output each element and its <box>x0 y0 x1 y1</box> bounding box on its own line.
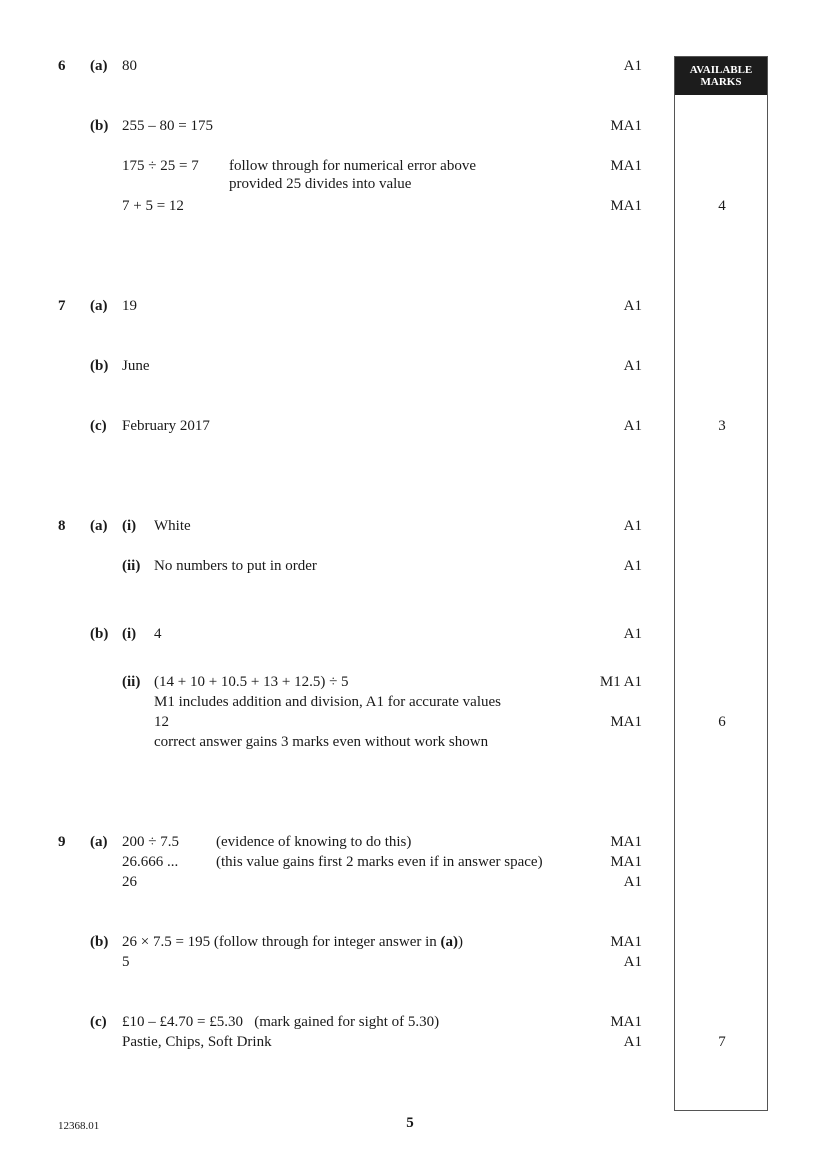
q9-c-line1: £10 – £4.70 = £5.30 (mark gained for sight of 5.30) <box>122 1014 440 1030</box>
q9-part-b-label: (b) <box>90 934 109 950</box>
q9-a-line2: 26.666 ... <box>122 854 179 870</box>
q9-c-line2: Pastie, Chips, Soft Drink <box>122 1034 272 1050</box>
q8-a-ii-mark: A1 <box>623 558 642 574</box>
available-marks-header <box>675 57 767 95</box>
q9-c-mark2: A1 <box>623 1034 642 1050</box>
q8-a-i-answer: White <box>154 518 191 534</box>
q6-b-mark2: MA1 <box>610 158 642 174</box>
q9-b-mark1: MA1 <box>610 934 642 950</box>
question-number-6: 6 <box>58 58 66 74</box>
q9-a-line3: 26 <box>122 874 137 890</box>
q8-b-ii-line2: M1 includes addition and division, A1 for accurate values <box>154 694 501 710</box>
q8-a-i-mark: A1 <box>623 518 642 534</box>
q6-b-line1: 255 – 80 = 175 <box>122 118 213 134</box>
q8-b-ii-line3: 12 <box>154 714 169 730</box>
q6-b-note2b: provided 25 divides into value <box>229 176 412 192</box>
page-number: 5 <box>406 1115 414 1131</box>
q6-b-line2: 175 ÷ 25 = 7 <box>122 158 199 174</box>
q7-b-answer: June <box>122 358 150 374</box>
q7-c-answer: February 2017 <box>122 418 210 434</box>
q8-part-a-label: (a) <box>90 518 108 534</box>
q8-b-ii-label: (ii) <box>122 674 141 690</box>
q8-b-i-mark: A1 <box>623 626 642 642</box>
q9-a-mark1: MA1 <box>610 834 642 850</box>
q6-total-marks: 4 <box>718 198 726 214</box>
q6-b-mark3: MA1 <box>610 198 642 214</box>
q7-part-a-label: (a) <box>90 298 108 314</box>
q7-part-b-label: (b) <box>90 358 109 374</box>
q7-part-c-label: (c) <box>90 418 107 434</box>
q6-a-answer: 80 <box>122 58 137 74</box>
q6-a-mark: A1 <box>623 58 642 74</box>
q8-b-i-label: (i) <box>122 626 137 642</box>
question-number-9: 9 <box>58 834 66 850</box>
q9-b-mark2: A1 <box>623 954 642 970</box>
question-number-8: 8 <box>58 518 66 534</box>
q9-b-line2: 5 <box>122 954 130 970</box>
q9-part-a-label: (a) <box>90 834 108 850</box>
q8-b-ii-line1: (14 + 10 + 10.5 + 13 + 12.5) ÷ 5 <box>154 674 349 690</box>
question-number-7: 7 <box>58 298 66 314</box>
q8-a-ii-label: (ii) <box>122 558 141 574</box>
q7-b-mark: A1 <box>623 358 642 374</box>
q8-b-ii-mark1: M1 A1 <box>599 674 642 690</box>
q8-a-ii-answer: No numbers to put in order <box>154 558 317 574</box>
q8-b-i-answer: 4 <box>154 626 162 642</box>
q9-a-mark2: MA1 <box>610 854 642 870</box>
q9-c-mark1: MA1 <box>610 1014 642 1030</box>
q9-b-line1 <box>122 933 463 951</box>
q8-b-ii-mark3: MA1 <box>610 714 642 730</box>
q7-a-mark: A1 <box>623 298 642 314</box>
q9-a-note1: (evidence of knowing to do this) <box>216 834 412 850</box>
q7-total-marks: 3 <box>718 418 726 434</box>
q8-part-b-label: (b) <box>90 626 109 642</box>
q9-a-note2: (this value gains first 2 marks even if in answer space) <box>216 854 543 870</box>
q6-part-a-label: (a) <box>90 58 108 74</box>
q9-b-line1-ref: (a) <box>440 934 459 950</box>
q6-b-line3: 7 + 5 = 12 <box>122 198 184 214</box>
q9-total-marks: 7 <box>718 1034 726 1050</box>
q6-part-b-label: (b) <box>90 118 109 134</box>
available-marks-label: AVAILABLE MARKS <box>689 64 753 88</box>
q9-b-line1-close: ) <box>458 934 464 950</box>
q7-c-mark: A1 <box>623 418 642 434</box>
q6-b-note2a: follow through for numerical error above <box>229 158 476 174</box>
q8-a-i-label: (i) <box>122 518 137 534</box>
q8-total-marks: 6 <box>718 714 726 730</box>
q9-a-line1: 200 ÷ 7.5 <box>122 834 179 850</box>
q8-b-ii-line4: correct answer gains 3 marks even without work shown <box>154 734 489 750</box>
q6-b-mark1: MA1 <box>610 118 642 134</box>
q9-a-mark3: A1 <box>623 874 642 890</box>
q7-a-answer: 19 <box>122 298 137 314</box>
document-code: 12368.01 <box>58 1120 100 1132</box>
q9-part-c-label: (c) <box>90 1014 107 1030</box>
q9-b-line1-text: 26 × 7.5 = 195 (follow through for integer answer in <box>122 934 441 950</box>
